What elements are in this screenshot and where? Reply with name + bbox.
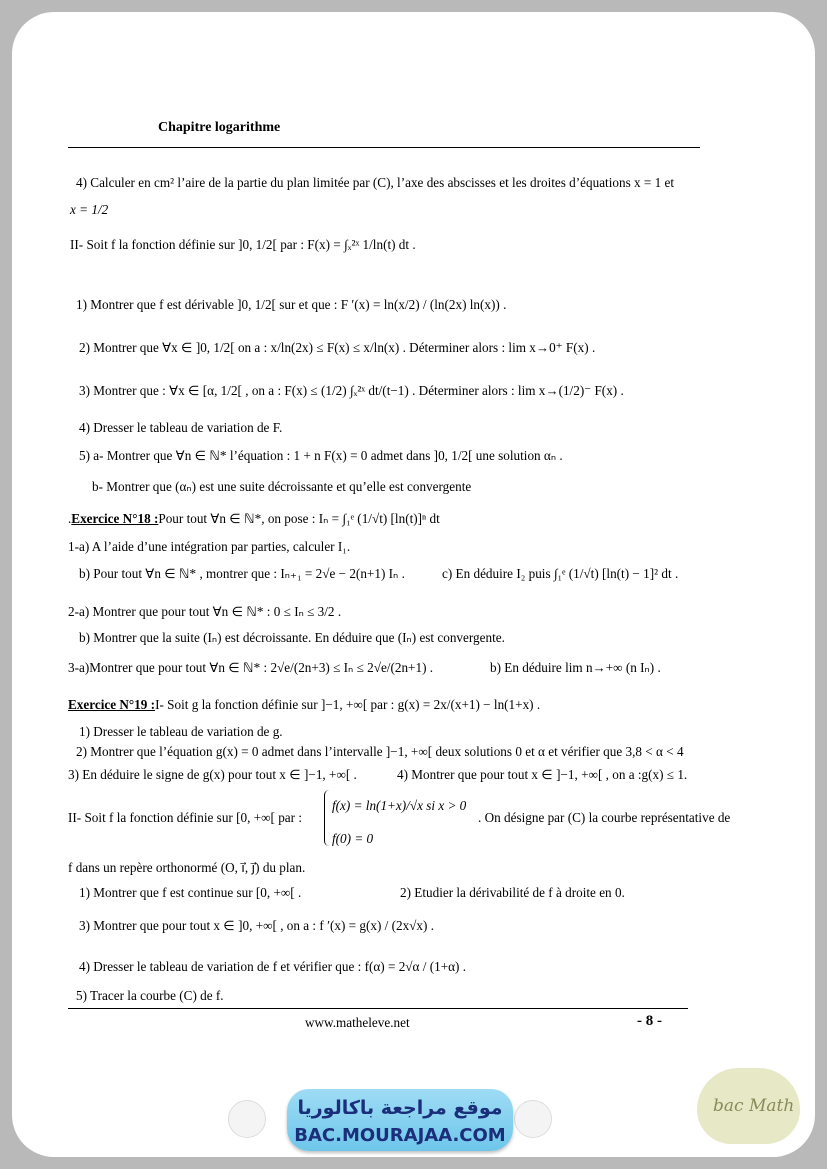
exercise-18-dot: . [68, 511, 72, 526]
line-7: 4) Dresser le tableau de variation de F. [79, 420, 283, 435]
line-20b: . On désigne par (C) la courbe représentative de [478, 810, 731, 825]
right-logo-icon [514, 1100, 552, 1138]
exercise-18-intro: Pour tout ∀n ∈ ℕ*, on pose : Iₙ = ∫₁ᵉ (1/√t) [ln(t)]ⁿ dt [158, 511, 440, 526]
header-rule [68, 147, 700, 148]
piecewise-brace [324, 790, 329, 846]
line-23: 3) Montrer que pour tout x ∈ ]0, +∞[ , on a : f ′(x) = g(x) / (2x√x) . [79, 918, 434, 933]
line-25: 5) Tracer la courbe (C) de f. [76, 988, 224, 1003]
exercise-19-title: Exercice N°19 : [68, 697, 156, 712]
line-11: 1-a) A l’aide d’une intégration par parties, calculer I₁. [68, 539, 351, 554]
left-logo-icon [228, 1100, 266, 1138]
watermark-domain: BAC.MOURAJAA.COM [294, 1125, 506, 1146]
line-18: 2) Montrer que l’équation g(x) = 0 admet dans l’intervalle ]−1, +∞[ deux solutions 0 et α et vérifier que 3,8 < α < 4 [76, 744, 684, 759]
exercise-19-line [68, 698, 540, 711]
footer-page-number: - 8 - [637, 1013, 662, 1029]
piecewise-case-1: f(x) = ln(1+x)/√x si x > 0 [332, 798, 467, 813]
line-20a: II- Soit f la fonction définie sur [0, +∞[ par : [68, 810, 303, 825]
footer-rule [68, 1008, 688, 1009]
line-19b: 4) Montrer que pour tout x ∈ ]−1, +∞[ , on a :g(x) ≤ 1. [397, 767, 688, 782]
line-1: 4) Calculer en cm² l’aire de la partie du plan limitée par (C), l’axe des abscisses et les droites d’équations x = 1 et [76, 175, 675, 190]
line-24: 4) Dresser le tableau de variation de f et vérifier que : f(α) = 2√α / (1+α) . [79, 959, 467, 974]
exercise-19-intro: I- Soit g la fonction définie sur ]−1, +∞[ par : g(x) = 2x/(x+1) − ln(1+x) . [155, 697, 541, 712]
line-19a: 3) En déduire le signe de g(x) pour tout x ∈ ]−1, +∞[ . [68, 767, 357, 782]
line-15b: b) En déduire lim n→+∞ (n Iₙ) . [490, 660, 661, 675]
piecewise-case-2: f(0) = 0 [332, 831, 374, 846]
line-21: f dans un repère orthonormé (O, i⃗, j⃗) du plan. [68, 860, 306, 875]
line-13: 2-a) Montrer que pour tout ∀n ∈ ℕ* : 0 ≤ Iₙ ≤ 3/2 . [68, 604, 342, 619]
bac-math-logo-text: bac Math [713, 1096, 795, 1116]
bac-math-logo [697, 1068, 800, 1144]
line-22a: 1) Montrer que f est continue sur [0, +∞[ . [79, 885, 302, 900]
line-22b: 2) Etudier la dérivabilité de f à droite en 0. [400, 885, 625, 900]
line-3: II- Soit f la fonction définie sur ]0, 1/2[ par : F(x) = ∫ₓ²ˣ 1/ln(t) dt . [70, 237, 416, 252]
line-12b: c) En déduire I₂ puis ∫₁ᵉ (1/√t) [ln(t) − 1]² dt . [442, 566, 679, 581]
line-5: 2) Montrer que ∀x ∈ ]0, 1/2[ on a : x/ln(2x) ≤ F(x) ≤ x/ln(x) . Déterminer alors : lim x→0⁺ F(x) . [79, 340, 596, 355]
line-15a: 3-a)Montrer que pour tout ∀n ∈ ℕ* : 2√e/(2n+3) ≤ Iₙ ≤ 2√e/(2n+1) . [68, 660, 434, 675]
line-14: b) Montrer que la suite (Iₙ) est décroissante. En déduire que (Iₙ) est convergente. [79, 630, 505, 645]
line-8: 5) a- Montrer que ∀n ∈ ℕ* l’équation : 1 + n F(x) = 0 admet dans ]0, 1/2[ une solution αₙ . [79, 448, 563, 463]
exercise-18-line [68, 512, 440, 525]
line-9: b- Montrer que (αₙ) est une suite décroissante et qu’elle est convergente [92, 479, 472, 494]
line-12a: b) Pour tout ∀n ∈ ℕ* , montrer que : Iₙ₊₁ = 2√e − 2(n+1) Iₙ . [79, 566, 405, 581]
line-2: x = 1/2 [70, 202, 109, 217]
watermark-badge[interactable] [287, 1089, 513, 1151]
line-6: 3) Montrer que : ∀x ∈ [α, 1/2[ , on a : F(x) ≤ (1/2) ∫ₓ²ˣ dt/(t−1) . Déterminer alors : lim x→(1/2)⁻ F(x) . [79, 383, 624, 398]
exercise-18-title: Exercice N°18 : [71, 511, 159, 526]
watermark-arabic: موقع مراجعة باكالوريا [297, 1097, 503, 1119]
chapter-title: Chapitre logarithme [158, 120, 281, 135]
line-17: 1) Dresser le tableau de variation de g. [79, 724, 283, 739]
line-4: 1) Montrer que f est dérivable ]0, 1/2[ sur et que : F ′(x) = ln(x/2) / (ln(2x) ln(x)) . [76, 297, 507, 312]
footer-website[interactable]: www.matheleve.net [305, 1015, 410, 1030]
